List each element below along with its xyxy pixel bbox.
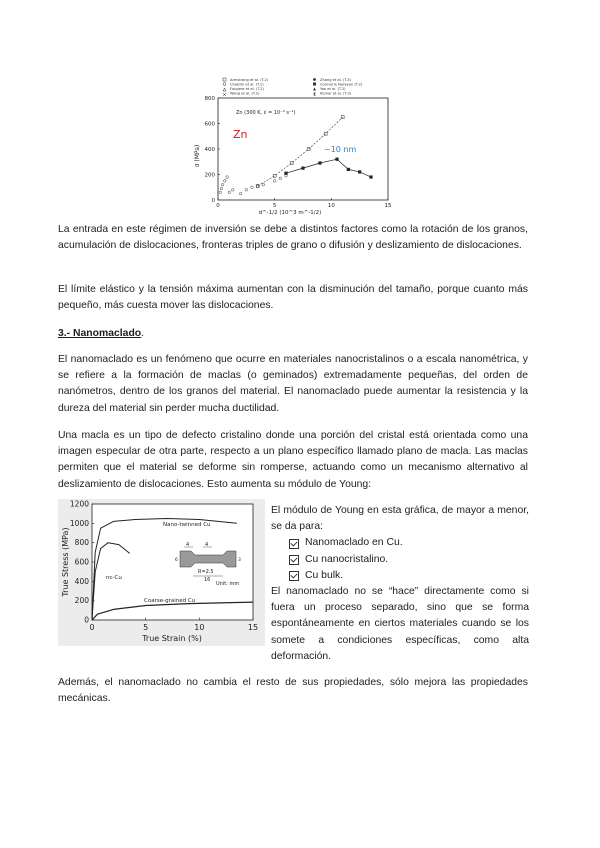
label-coarse: Coarse-grained Cu — [144, 598, 196, 604]
young-intro: El módulo de Young en esta gráfica, de mayor a menor, se da para: — [271, 505, 529, 533]
x-tick-label: 10 — [194, 623, 205, 632]
nanotwin-explanation: El nanomaclado no se “hace” directamente como si fuera un proceso separado, sino que se forma espontáneamente en ciertos materiales cuando se los somete a condiciones específicas, como alta deformación. — [271, 586, 529, 662]
label-nanotwinned: Nano-twinned Cu — [163, 522, 211, 528]
list-item-label: Cu nanocristalino. — [305, 553, 389, 565]
x-tick-label: 15 — [384, 203, 392, 209]
hall-petch-figure — [186, 74, 394, 218]
data-point — [335, 158, 338, 161]
y-tick-label: 0 — [211, 198, 215, 204]
y-tick-label: 800 — [74, 538, 89, 548]
y-tick-label: 800 — [204, 96, 215, 102]
paragraph-inverse-regime: La entrada en este régimen de inversión se debe a distintos factores como la rotación de los granos, acumulación de dislocaciones, fronteras triples de grano o difusión y deslizamiento de dislocaciones. — [58, 224, 528, 252]
list-item-label: Nanomaclado en Cu. — [305, 537, 403, 549]
ranking-list — [271, 535, 529, 584]
data-point — [279, 177, 282, 180]
legend-entry: Fougere et al. (T.2) — [230, 87, 264, 91]
data-point — [245, 189, 248, 192]
data-point — [219, 191, 222, 194]
unit-label: Unit: mm — [216, 581, 240, 587]
checked-box-icon — [289, 555, 299, 565]
dim-4: 4 — [205, 542, 209, 548]
data-point — [231, 189, 234, 192]
y-tick-label: 600 — [204, 121, 215, 128]
x-axis-label: d^-1/2 (10^3 m^-1/2) — [258, 210, 322, 216]
young-modulus-note — [271, 503, 529, 665]
checked-box-icon — [289, 539, 299, 549]
data-point — [273, 180, 276, 183]
data-point — [262, 183, 265, 186]
y-tick-label: 0 — [84, 615, 89, 625]
data-point — [220, 187, 223, 190]
legend-entry: Chokshi et al. (T.1) — [230, 82, 264, 87]
data-point — [226, 176, 229, 179]
y-axis-label: True Stress (MPa) — [61, 527, 70, 597]
y-tick-label: 1200 — [69, 499, 89, 509]
x-axis-label: True Strain (%) — [142, 634, 202, 643]
list-item — [289, 535, 529, 551]
series-line-measured — [286, 159, 371, 177]
y-tick-label: 1000 — [69, 518, 89, 528]
list-item — [289, 568, 529, 584]
list-item-label: Cu bulk. — [305, 569, 344, 581]
label-nc-cu: nc-Cu — [106, 575, 122, 581]
x-tick-label: 0 — [89, 623, 95, 632]
size-annotation: ~10 nm — [324, 145, 357, 154]
paragraph-conclusion: Además, el nanomaclado no cambia el resto de sus propiedades, sólo mejora las propiedades mecánicas. — [58, 677, 528, 705]
data-point — [318, 161, 321, 164]
data-point — [221, 183, 224, 186]
data-point — [224, 180, 227, 183]
data-point — [284, 172, 287, 175]
legend-entry: Armstrong et al. (T.2) — [230, 78, 269, 82]
inset-label: Zn (300 K, ε̇ = 10⁻⁴ s⁻¹) — [236, 110, 296, 116]
x-tick-label: 15 — [247, 623, 259, 632]
x-tick-label: 10 — [327, 203, 335, 209]
dim-radius: R=2.5 — [198, 569, 214, 575]
legend-entry: Yoo et al. (T.2) — [320, 87, 346, 91]
stress-strain-figure — [58, 499, 265, 646]
y-tick-label: 400 — [74, 576, 89, 586]
data-point — [347, 168, 350, 171]
data-point — [301, 167, 304, 170]
dim-16: 16 — [204, 577, 211, 583]
legend-entry: Zhang et al. (T.3) — [320, 78, 351, 82]
data-point — [358, 170, 361, 173]
x-tick-label: 5 — [143, 623, 149, 632]
legend-entry: Kumar et al. (T.3) — [320, 91, 352, 96]
dim-4: 4 — [186, 542, 190, 548]
dim-6: 6 — [175, 558, 178, 563]
list-item — [289, 552, 529, 568]
data-point — [239, 192, 242, 195]
data-point — [228, 191, 231, 194]
y-tick-label: 200 — [204, 172, 215, 179]
data-point — [285, 174, 288, 177]
y-tick-label: 400 — [204, 147, 215, 153]
section-title-text: 3.- Nanomaclado — [58, 328, 142, 339]
y-axis-label: σ (MPa) — [194, 144, 201, 168]
metal-label: Zn — [233, 128, 248, 141]
x-tick-label: 0 — [216, 203, 220, 209]
y-tick-label: 600 — [74, 557, 89, 567]
data-point — [369, 175, 372, 178]
section-title — [58, 328, 144, 339]
x-tick-label: 5 — [272, 203, 277, 209]
legend-entry: Conrad & Narayan (T.2) — [320, 82, 363, 87]
legend-entry: Wang et al. (T.2) — [230, 91, 260, 96]
paragraph-macla: Una macla es un tipo de defecto cristalino donde una porción del cristal está orientada como una imagen especular de otra parte, respecto a un plano específico llamado plano de macla. Las maclas permiten que el material se deforme sin romperse, actuando como un mecanismo alternativo al deslizamiento de dislocaciones. Esto aumenta su módulo de Young: — [58, 430, 528, 490]
paragraph-nanomaclado: El nanomaclado es un fenómeno que ocurre en materiales nanocristalinos o a escala nanométrica, y se refiere a la formación de maclas (o geminados) extremadamente pequeñas, del orden de nanómetros, dentro de los granos del material. El nanomaclado puede aumentar la resistencia y la dureza del material sin perder mucha ductilidad. — [58, 354, 528, 414]
dim-3: 3 — [238, 558, 241, 563]
y-tick-label: 200 — [74, 596, 89, 606]
checked-box-icon — [289, 571, 299, 581]
section-title-dot: . — [141, 328, 145, 339]
data-point — [341, 116, 344, 119]
data-point — [251, 186, 254, 189]
paragraph-yield-strength: El límite elástico y la tensión máxima aumentan con la disminución del tamaño, porque cuanto más pequeño, más cuesta mover las dislocaciones. — [58, 284, 528, 312]
